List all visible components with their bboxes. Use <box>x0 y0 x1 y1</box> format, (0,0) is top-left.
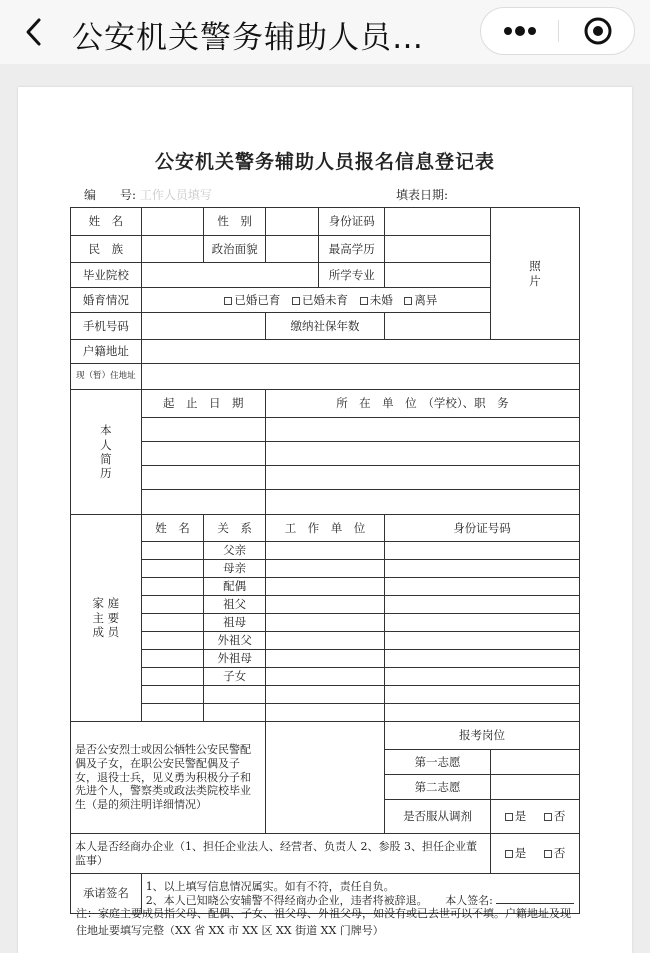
number-field <box>84 186 212 203</box>
checkbox-icon <box>360 297 368 305</box>
member-unit-cell[interactable] <box>265 614 384 632</box>
relation-cell: 母亲 <box>204 560 266 578</box>
checkbox-option[interactable]: 是 <box>505 846 527 860</box>
family-header: 姓 名 <box>141 515 204 542</box>
table-row <box>71 834 580 874</box>
checkbox-option[interactable]: 未婚 <box>360 293 393 307</box>
family-header: 关 系 <box>204 515 266 542</box>
resume-label: 本 人 简 历 <box>71 390 142 515</box>
member-id-cell[interactable] <box>385 632 580 650</box>
member-id-cell[interactable] <box>385 542 580 560</box>
first-choice-cell[interactable] <box>491 750 580 775</box>
hukou-label: 户籍地址 <box>71 340 142 364</box>
checkbox-icon <box>292 297 300 305</box>
checkbox-option[interactable]: 否 <box>544 809 566 823</box>
phone-cell[interactable] <box>141 313 265 340</box>
relation-cell[interactable] <box>204 686 266 704</box>
special-status-cell[interactable] <box>265 722 384 834</box>
gender-cell[interactable] <box>265 208 319 236</box>
footnote: 注：家庭主要成员指父母、配偶、子女、祖父母、外祖父母，如没有或已去世可以不填。户籍地址及现住地址要填写完整（XX 省 XX 市 XX 区 XX 街道 XX 门牌号） <box>76 907 571 938</box>
table-row <box>71 650 580 668</box>
registration-form-document <box>18 87 632 953</box>
member-unit-cell[interactable] <box>265 704 384 722</box>
resume-unit-header: 所 在 单 位 （学校）、职 务 <box>265 390 579 418</box>
checkbox-icon <box>505 850 513 858</box>
family-header: 身份证号码 <box>385 515 580 542</box>
name-cell[interactable] <box>141 208 204 236</box>
number-label: 编 号: <box>84 188 137 202</box>
table-row <box>71 686 580 704</box>
social-years-cell[interactable] <box>385 313 491 340</box>
member-id-cell[interactable] <box>385 578 580 596</box>
member-unit-cell[interactable] <box>265 596 384 614</box>
signature-line[interactable] <box>496 903 574 904</box>
fill-date-label: 填表日期: <box>396 188 449 202</box>
member-id-cell[interactable] <box>385 704 580 722</box>
checkbox-option[interactable]: 已婚未育 <box>292 293 348 307</box>
checkbox-icon <box>224 297 232 305</box>
resume-unit-cell[interactable] <box>265 418 579 442</box>
id-cell[interactable] <box>385 208 491 236</box>
resume-date-cell[interactable] <box>141 442 265 466</box>
enterprise-options <box>491 834 580 874</box>
school-label: 毕业院校 <box>71 263 142 288</box>
marital-options <box>141 288 490 313</box>
post-label: 报考岗位 <box>385 722 580 750</box>
page-title: 公安机关警务辅助人员… <box>72 20 424 56</box>
table-row <box>71 466 580 490</box>
resume-date-header: 起 止 日 期 <box>141 390 265 418</box>
more-dots-icon <box>503 26 537 36</box>
ethnicity-cell[interactable] <box>141 236 204 263</box>
member-name-cell[interactable] <box>141 650 204 668</box>
phone-label: 手机号码 <box>71 313 142 340</box>
table-row <box>71 442 580 466</box>
table-row <box>71 490 580 515</box>
table-row <box>71 722 580 750</box>
politics-label: 政治面貌 <box>204 236 266 263</box>
residence-label: 现（暂）住地址 <box>71 364 142 390</box>
resume-date-cell[interactable] <box>141 466 265 490</box>
table-row <box>71 390 580 418</box>
gender-label: 性 别 <box>204 208 266 236</box>
member-name-cell[interactable] <box>141 704 204 722</box>
id-label: 身份证码 <box>319 208 385 236</box>
checkbox-option[interactable]: 已婚已育 <box>224 293 280 307</box>
member-id-cell[interactable] <box>385 686 580 704</box>
first-choice-label: 第一志愿 <box>385 750 491 775</box>
member-unit-cell[interactable] <box>265 668 384 686</box>
mini-program-capsule <box>480 7 635 55</box>
table-row <box>71 364 580 390</box>
relation-cell: 祖父 <box>204 596 266 614</box>
marital-label: 婚育情况 <box>71 288 142 313</box>
relation-cell: 外祖父 <box>204 632 266 650</box>
table-row <box>71 418 580 442</box>
commit-line-1: 1、以上填写信息情况属实。如有不符，责任自负。 <box>145 879 395 893</box>
resume-unit-cell[interactable] <box>265 442 579 466</box>
school-cell[interactable] <box>141 263 319 288</box>
member-name-cell[interactable] <box>141 596 204 614</box>
table-row <box>71 560 580 578</box>
registration-table <box>70 207 580 914</box>
relation-cell: 父亲 <box>204 542 266 560</box>
member-id-cell[interactable] <box>385 650 580 668</box>
member-id-cell[interactable] <box>385 560 580 578</box>
second-choice-cell[interactable] <box>491 775 580 800</box>
table-row <box>71 614 580 632</box>
table-row <box>71 542 580 560</box>
enterprise-question: 本人是否经商办企业（1、担任企业法人、经营者、负责人 2、参股 3、担任企业董监事） <box>71 834 491 874</box>
member-id-cell[interactable] <box>385 668 580 686</box>
sign-label: 本人签名: <box>445 893 493 907</box>
table-row <box>71 208 580 236</box>
major-label: 所学专业 <box>319 263 385 288</box>
checkbox-icon <box>544 813 552 821</box>
member-name-cell[interactable] <box>141 668 204 686</box>
checkbox-icon <box>404 297 412 305</box>
commit-label: 承诺签名 <box>71 874 142 914</box>
more-button[interactable] <box>481 8 558 54</box>
special-status-question: 是否公安烈士或因公牺牲公安民警配偶及子女，在职公安民警配偶及子女，退役士兵，见义勇为积极分子和先进个人，警察类或政法类院校毕业生（是的须注明详细情况） <box>71 722 266 834</box>
table-row <box>71 340 580 364</box>
relation-cell[interactable] <box>204 704 266 722</box>
resume-unit-cell[interactable] <box>265 466 579 490</box>
member-unit-cell[interactable] <box>265 650 384 668</box>
checkbox-option[interactable]: 否 <box>544 846 566 860</box>
member-name-cell[interactable] <box>141 560 204 578</box>
checkbox-icon <box>544 850 552 858</box>
relation-cell: 配偶 <box>204 578 266 596</box>
name-label: 姓 名 <box>71 208 142 236</box>
relation-cell: 祖母 <box>204 614 266 632</box>
obey-options <box>491 800 580 834</box>
back-button[interactable] <box>22 14 46 50</box>
member-id-cell[interactable] <box>385 596 580 614</box>
education-label: 最高学历 <box>319 236 385 263</box>
target-icon <box>583 16 613 46</box>
relation-cell: 子女 <box>204 668 266 686</box>
nav-bar <box>0 0 650 64</box>
chevron-left-icon <box>22 14 46 50</box>
checkbox-option[interactable]: 是 <box>505 809 527 823</box>
member-id-cell[interactable] <box>385 614 580 632</box>
family-header: 工 作 单 位 <box>265 515 384 542</box>
commit-line-2: 2、本人已知晓公安辅警不得经商办企业，违者将被辞退。 本人签名: <box>146 894 575 908</box>
member-name-cell[interactable] <box>141 542 204 560</box>
member-name-cell[interactable] <box>141 578 204 596</box>
member-unit-cell[interactable] <box>265 686 384 704</box>
social-years-label: 缴纳社保年数 <box>265 313 384 340</box>
table-row <box>71 632 580 650</box>
obey-label: 是否服从调剂 <box>385 800 491 834</box>
relation-cell: 外祖母 <box>204 650 266 668</box>
member-name-cell[interactable] <box>141 686 204 704</box>
number-placeholder: 工作人员填写 <box>139 188 212 202</box>
residence-cell[interactable] <box>141 364 579 390</box>
checkbox-icon <box>505 813 513 821</box>
table-row <box>71 596 580 614</box>
member-unit-cell[interactable] <box>265 560 384 578</box>
resume-date-cell[interactable] <box>141 418 265 442</box>
member-unit-cell[interactable] <box>265 542 384 560</box>
hukou-cell[interactable] <box>141 340 579 364</box>
close-mini-program-button[interactable] <box>559 8 636 54</box>
table-row <box>71 578 580 596</box>
form-title: 公安机关警务辅助人员报名信息登记表 <box>154 151 495 173</box>
checkbox-option[interactable]: 离异 <box>404 293 437 307</box>
member-name-cell[interactable] <box>141 632 204 650</box>
member-name-cell[interactable] <box>141 614 204 632</box>
photo-box[interactable]: 照 片 <box>491 208 580 340</box>
ethnicity-label: 民 族 <box>71 236 142 263</box>
resume-date-cell[interactable] <box>141 490 265 515</box>
major-cell[interactable] <box>385 263 491 288</box>
table-row <box>71 515 580 542</box>
second-choice-label: 第二志愿 <box>385 775 491 800</box>
politics-cell[interactable] <box>265 236 319 263</box>
member-unit-cell[interactable] <box>265 578 384 596</box>
table-row <box>71 704 580 722</box>
table-row <box>71 668 580 686</box>
member-unit-cell[interactable] <box>265 632 384 650</box>
education-cell[interactable] <box>385 236 491 263</box>
family-label: 家 庭 主 要 成 员 <box>71 515 142 722</box>
resume-unit-cell[interactable] <box>265 490 579 515</box>
